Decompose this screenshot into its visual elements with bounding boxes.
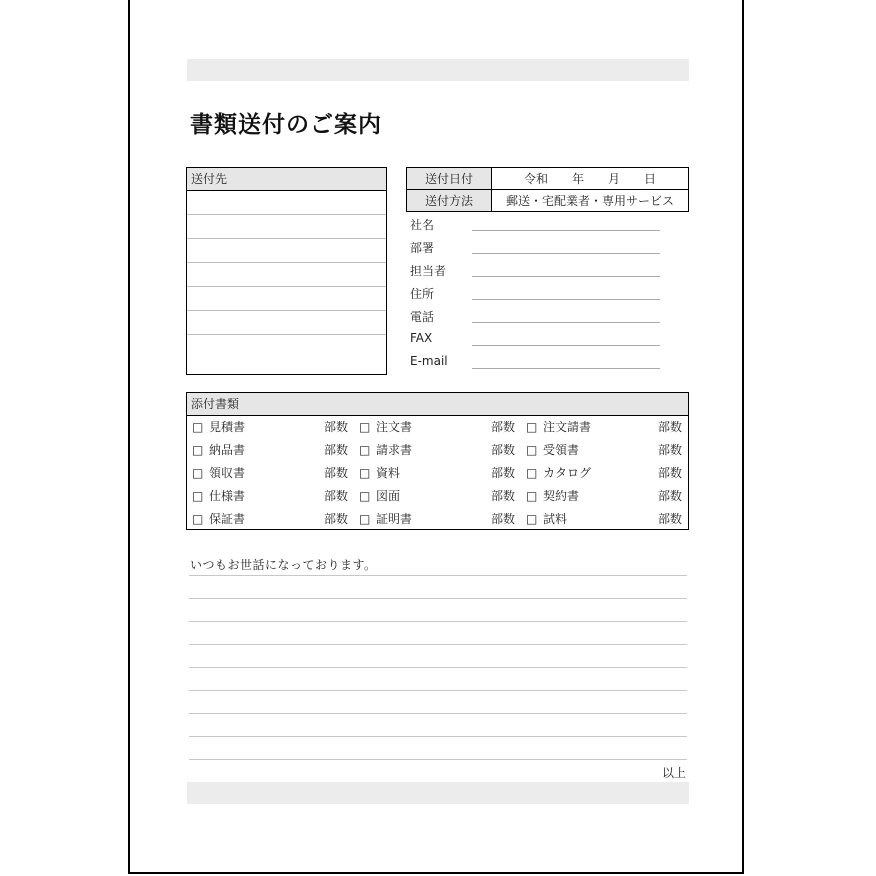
send-date-label: 送付日付 <box>407 168 492 190</box>
memo-line[interactable] <box>189 759 687 760</box>
checkbox[interactable]: □ <box>526 443 538 457</box>
recipient-row[interactable] <box>187 311 386 335</box>
send-method-label: 送付方法 <box>407 190 492 212</box>
copies-label: 部数 <box>657 512 682 526</box>
contact-field-label: 電話 <box>410 310 435 324</box>
attachment-item <box>187 485 354 508</box>
attachment-name: 見積書 <box>209 420 246 434</box>
checkbox[interactable]: □ <box>359 420 371 434</box>
attachment-name: 注文書 <box>376 420 413 434</box>
memo-line[interactable] <box>189 713 687 714</box>
checkbox[interactable]: □ <box>526 512 538 526</box>
attachment-name: 注文請書 <box>543 420 592 434</box>
copies-label: 部数 <box>323 443 348 457</box>
attachment-name: 試料 <box>543 512 568 526</box>
memo-line[interactable] <box>189 598 687 599</box>
checkbox[interactable]: □ <box>359 489 371 503</box>
recipient-row[interactable] <box>187 215 386 239</box>
contact-field-label: E-mail <box>410 354 448 368</box>
recipient-row[interactable] <box>187 263 386 287</box>
checkbox[interactable]: □ <box>359 512 371 526</box>
contact-field-input-line[interactable] <box>472 230 660 231</box>
attachment-name: 請求書 <box>376 443 413 457</box>
memo-line[interactable] <box>189 575 687 576</box>
attachment-name: 保証書 <box>209 512 246 526</box>
send-info-table <box>406 167 689 212</box>
contact-field-input-line[interactable] <box>472 345 660 346</box>
memo-line[interactable] <box>189 690 687 691</box>
recipient-row[interactable] <box>187 191 386 215</box>
bottom-gray-bar <box>187 782 689 804</box>
attachment-item <box>354 485 521 508</box>
attachment-item <box>354 416 521 439</box>
recipient-box <box>186 167 387 375</box>
attachments-box <box>186 392 689 530</box>
attachment-row <box>187 462 688 485</box>
contact-field-input-line[interactable] <box>472 322 660 323</box>
memo-closing: 以上 <box>662 766 687 780</box>
send-method-value[interactable]: 郵送・宅配業者・専用サービス <box>492 190 689 212</box>
attachment-name: 図面 <box>376 489 401 503</box>
attachment-name: 証明書 <box>376 512 413 526</box>
contact-field-input-line[interactable] <box>472 276 660 277</box>
attachment-item <box>187 416 354 439</box>
attachment-item <box>354 508 521 531</box>
attachment-item <box>354 462 521 485</box>
memo-line[interactable] <box>189 621 687 622</box>
attachment-name: カタログ <box>543 466 592 480</box>
memo-line[interactable] <box>189 736 687 737</box>
attachment-name: 仕様書 <box>209 489 246 503</box>
contact-field-input-line[interactable] <box>472 253 660 254</box>
contact-field-label: 社名 <box>410 218 435 232</box>
checkbox[interactable]: □ <box>359 466 371 480</box>
checkbox[interactable]: □ <box>526 466 538 480</box>
attachment-item <box>354 439 521 462</box>
checkbox[interactable]: □ <box>192 420 204 434</box>
attachment-name: 資料 <box>376 466 401 480</box>
attachment-name: 受領書 <box>543 443 580 457</box>
contact-field-label: FAX <box>410 331 433 345</box>
attachment-item <box>187 439 354 462</box>
recipient-row[interactable] <box>187 287 386 311</box>
copies-label: 部数 <box>323 489 348 503</box>
attachment-row <box>187 508 688 531</box>
checkbox[interactable]: □ <box>192 489 204 503</box>
copies-label: 部数 <box>490 420 515 434</box>
memo-line[interactable] <box>189 667 687 668</box>
attachments-header: 添付書類 <box>187 393 688 416</box>
copies-label: 部数 <box>323 466 348 480</box>
attachment-item <box>187 508 354 531</box>
recipient-row[interactable] <box>187 335 386 358</box>
attachment-row <box>187 439 688 462</box>
copies-label: 部数 <box>490 466 515 480</box>
checkbox[interactable]: □ <box>359 443 371 457</box>
attachment-row <box>187 485 688 508</box>
page-title: 書類送付のご案内 <box>190 112 382 138</box>
attachment-name: 領収書 <box>209 466 246 480</box>
copies-label: 部数 <box>657 443 682 457</box>
memo-greeting: いつもお世話になっております。 <box>190 558 377 572</box>
attachment-item <box>521 508 688 531</box>
copies-label: 部数 <box>323 420 348 434</box>
attachment-item <box>521 485 688 508</box>
copies-label: 部数 <box>657 466 682 480</box>
checkbox[interactable]: □ <box>526 420 538 434</box>
attachment-name: 納品書 <box>209 443 246 457</box>
memo-line[interactable] <box>189 644 687 645</box>
contact-field-label: 担当者 <box>410 264 447 278</box>
checkbox[interactable]: □ <box>526 489 538 503</box>
contact-field-label: 部署 <box>410 241 435 255</box>
attachment-row <box>187 416 688 439</box>
recipient-row[interactable] <box>187 239 386 263</box>
attachment-item <box>521 462 688 485</box>
attachment-name: 契約書 <box>543 489 580 503</box>
copies-label: 部数 <box>657 420 682 434</box>
copies-label: 部数 <box>490 443 515 457</box>
copies-label: 部数 <box>323 512 348 526</box>
attachment-item <box>521 439 688 462</box>
attachment-item <box>521 416 688 439</box>
recipient-header: 送付先 <box>187 168 386 191</box>
top-gray-bar <box>187 59 689 81</box>
checkbox[interactable]: □ <box>192 466 204 480</box>
copies-label: 部数 <box>657 489 682 503</box>
copies-label: 部数 <box>490 489 515 503</box>
send-date-value[interactable]: 令和 年 月 日 <box>492 168 689 190</box>
attachment-item <box>187 462 354 485</box>
checkbox[interactable]: □ <box>192 443 204 457</box>
contact-field-label: 住所 <box>410 287 435 301</box>
checkbox[interactable]: □ <box>192 512 204 526</box>
copies-label: 部数 <box>490 512 515 526</box>
contact-field-input-line[interactable] <box>472 299 660 300</box>
contact-field-input-line[interactable] <box>472 368 660 369</box>
